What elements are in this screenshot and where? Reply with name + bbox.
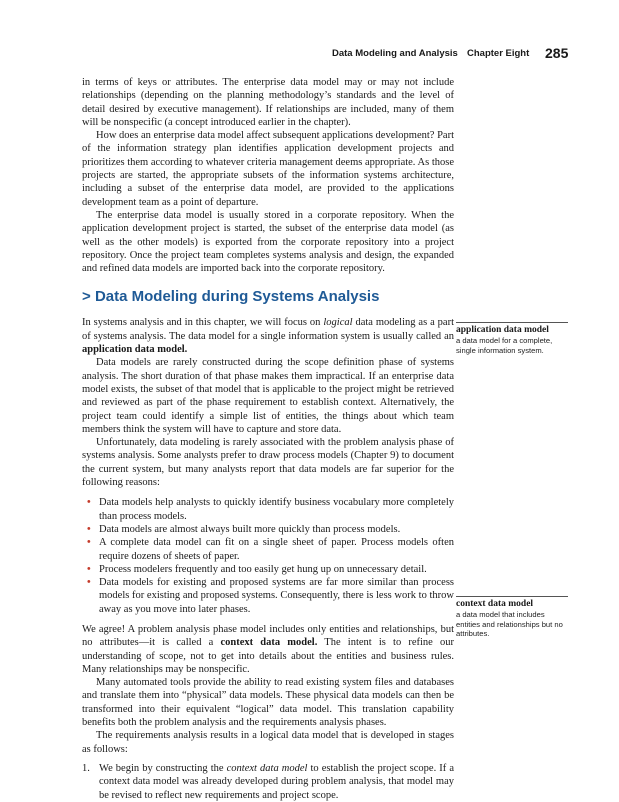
key-term: application data model.	[82, 344, 188, 356]
key-term: context data model.	[220, 637, 318, 649]
text-run: We agree! A problem analysis phase model includes only entities and relationships, but no attributes—it is called a	[82, 623, 454, 649]
emphasis-text: context data model	[226, 762, 308, 774]
list-item	[82, 762, 454, 802]
paragraph: How does an enterprise data model affect subsequent applications development? Part of the information strategy plan identifies application development projects and prioritizes them according to whatever criteria management deems appropriate. As those projects are started, the appropriate subsets of the information systems architecture, including a subset of the enterprise data model, are provided to the applications development team as a point of departure.	[82, 130, 454, 208]
running-header	[0, 46, 619, 62]
bullet-icon: •	[87, 523, 91, 535]
section-heading	[82, 288, 454, 306]
list-item	[82, 536, 454, 563]
text-run: In systems analysis and in this chapter, we will focus on	[82, 317, 324, 329]
bullet-icon: •	[87, 577, 91, 589]
list-number: 1.	[82, 762, 90, 774]
text-run: The intent is to refine our understanding of scope, not to get into details about the entities and business rules. Many relationships may be nonspecific.	[82, 637, 455, 675]
bullet-list	[82, 496, 454, 616]
bullet-icon: •	[87, 537, 91, 549]
margin-note-term: application data model	[456, 325, 549, 335]
list-item-text: Process modelers frequently and too easily get hung up on unnecessary detail.	[99, 563, 427, 575]
margin-note-definition: a data model for a complete, single information system.	[456, 336, 553, 355]
emphasis-text: logical	[323, 317, 353, 329]
margin-note-application-data-model	[456, 322, 568, 355]
numbered-list	[82, 762, 454, 802]
list-item-text: Data models help analysts to quickly identify business vocabulary more completely than process models.	[99, 497, 454, 522]
list-item	[82, 496, 454, 523]
margin-note-term: context data model	[456, 599, 534, 609]
bullet-icon: •	[87, 563, 91, 575]
header-section-title: Data Modeling and Analysis	[332, 48, 458, 59]
list-item	[82, 563, 454, 576]
list-item-text: Data models for existing and proposed systems are far more similar than process models for existing and proposed systems. Consequently, there is less work to throw away as you move into later phases.	[99, 577, 454, 615]
section-heading-marker: >	[82, 288, 91, 306]
paragraph: Many automated tools provide the ability to read existing system files and databases and translate them into “physical” data models. These physical data models can then be transformed into their equivalent “logical” data model. This translation capability benefits both the problem analysis and the requirements analysis phases.	[82, 677, 454, 729]
paragraph: Unfortunately, data modeling is rarely associated with the problem analysis phase of systems analysis. Some analysts prefer to draw process models (Chapter 9) to document the current system, but many analysts report that data models are far superior for the following reasons:	[82, 437, 454, 489]
text-run: data modeling as a part of systems analysis. The data model for a single information system is usually called an	[82, 317, 455, 342]
paragraph: Data models are rarely constructed during the scope definition phase of systems analysis. The short duration of that phase makes them impractical. If an enterprise data model exists, the subset of that model that is applicable to the project might be retrieved and reviewed as part of the phase requirement to establish context. Alternatively, the project team could identify a simple list of entities, the things about which team members think the system will have to capture and store data.	[82, 357, 454, 435]
margin-note-context-data-model	[456, 596, 568, 639]
list-item-text: Data models are almost always built more quickly than process models.	[99, 523, 401, 535]
text-run: We begin by constructing the	[99, 762, 227, 774]
margin-note-definition: a data model that includes entities and relationships but no attributes.	[456, 610, 563, 639]
paragraph: The enterprise data model is usually stored in a corporate repository. When the application development project is started, the subset of the enterprise data model (as well as the other models) is exported from the corporate repository into a project repository. Once the project team completes systems analysis and design, the expanded and refined data models are imported back into the corporate repository.	[82, 209, 454, 275]
list-item	[82, 523, 454, 536]
section-heading-title: Data Modeling during Systems Analysis	[94, 288, 380, 306]
page-number: 285	[545, 45, 569, 61]
paragraph	[82, 316, 454, 356]
list-item	[82, 576, 454, 616]
list-item-text: A complete data model can fit on a single sheet of paper. Process models often require dozens of sheets of paper.	[99, 537, 454, 562]
paragraph: The requirements analysis results in a logical data model that is developed in stages as follows:	[82, 730, 454, 755]
header-chapter-label: Chapter Eight	[467, 48, 530, 59]
paragraph: in terms of keys or attributes. The enterprise data model may or may not include relationships (depending on the planning methodology’s standards and the level of detail desired by executive management). If relationships are included, many of them will be nonspecific (a concept introduced earlier in the chapter).	[82, 77, 454, 128]
main-text-column	[82, 76, 454, 802]
paragraph	[82, 623, 454, 676]
text-run: to establish the project scope. If a context data model was already developed during problem analysis, that model may be revised to reflect new requirements and project scope.	[99, 762, 454, 801]
bullet-icon: •	[87, 497, 91, 509]
